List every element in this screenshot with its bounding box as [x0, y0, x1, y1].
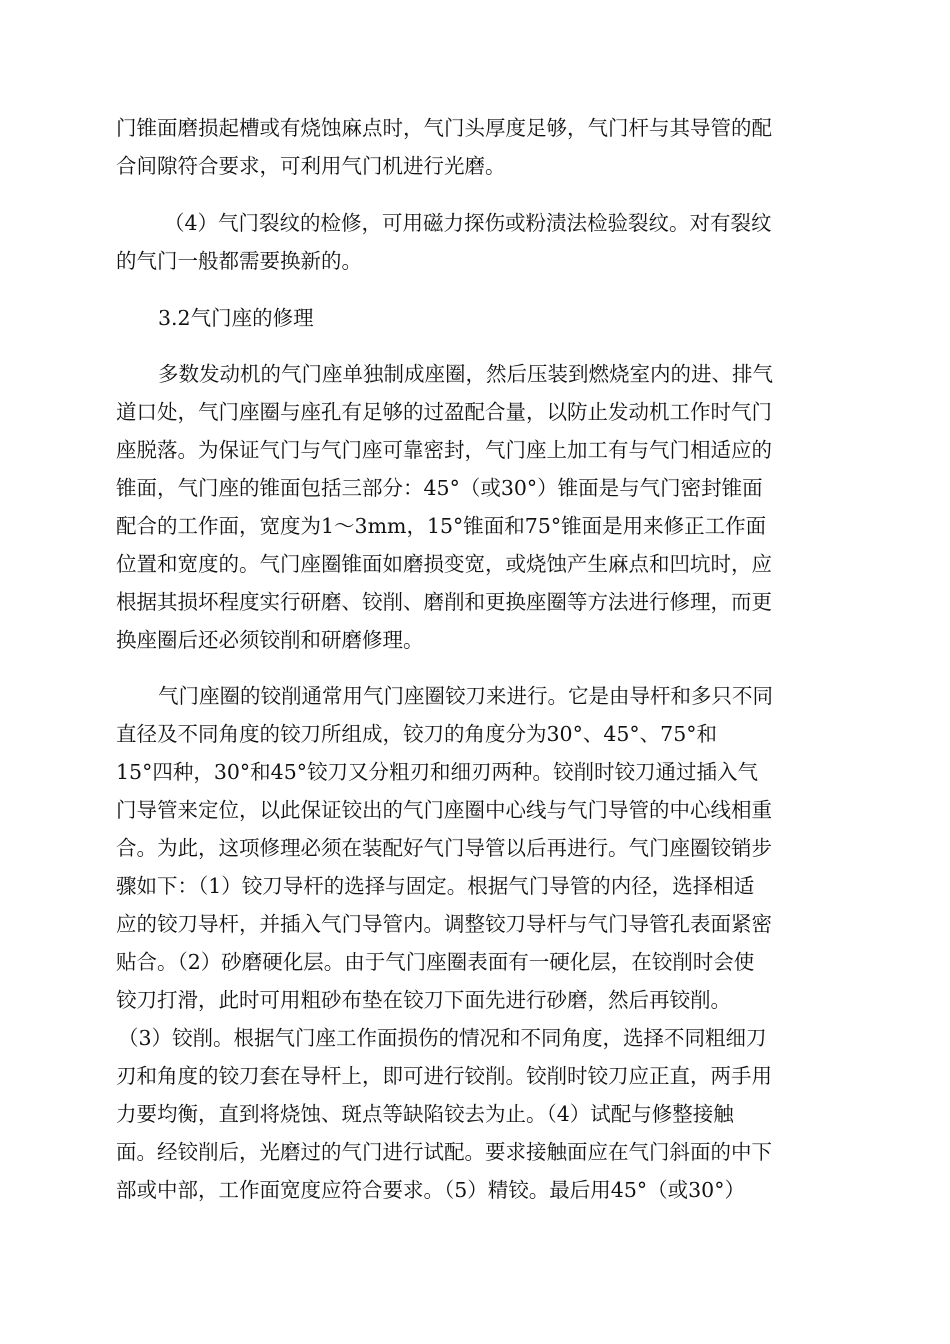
text-line: 气门座圈的铰削通常用气门座圈铰刀来进行。它是由导杆和多只不同	[158, 684, 773, 708]
text-line: 骤如下：（1）铰刀导杆的选择与固定。根据气门导管的内径，选择相适	[116, 874, 755, 898]
text-line: 座脱落。为保证气门与气门座可靠密封，气门座上加工有与气门相适应的	[116, 438, 772, 462]
text-line: 位置和宽度的。气门座圈锥面如磨损变宽，或烧蚀产生麻点和凹坑时，应	[116, 552, 772, 576]
text-line: 多数发动机的气门座单独制成座圈，然后压装到燃烧室内的进、排气	[158, 362, 773, 386]
text-line: 道口处，气门座圈与座孔有足够的过盈配合量，以防止发动机工作时气门	[116, 400, 772, 424]
text-line: 换座圈后还必须铰削和研磨修理。	[116, 628, 424, 652]
text-line: 根据其损坏程度实行研磨、铰削、磨削和更换座圈等方法进行修理，而更	[116, 590, 772, 614]
text-line: 合间隙符合要求，可利用气门机进行光磨。	[116, 154, 506, 178]
text-line: 合。为此，这项修理必须在装配好气门导管以后再进行。气门座圈铰销步	[116, 836, 772, 860]
text-line: 15°四种，30°和45°铰刀又分粗刃和细刃两种。铰削时铰刀通过插入气	[116, 760, 759, 784]
text-line: 部或中部，工作面宽度应符合要求。（5）精铰。最后用45°（或30°）	[116, 1178, 745, 1202]
text-line: 面。经铰削后，光磨过的气门进行试配。要求接触面应在气门斜面的中下	[116, 1140, 772, 1164]
text-line: 刃和角度的铰刀套在导杆上，即可进行铰削。铰削时铰刀应正直，两手用	[116, 1064, 772, 1088]
text-line: 应的铰刀导杆，并插入气门导管内。调整铰刀导杆与气门导管孔表面紧密	[116, 912, 772, 936]
text-line: 门导管来定位，以此保证铰出的气门座圈中心线与气门导管的中心线相重	[116, 798, 772, 822]
text-line: 配合的工作面，宽度为1～3mm，15°锥面和75°锥面是用来修正工作面	[116, 514, 767, 538]
text-line: （3）铰削。根据气门座工作面损伤的情况和不同角度，选择不同粗细刀	[118, 1026, 767, 1050]
text-line: 贴合。（2）砂磨硬化层。由于气门座圈表面有一硬化层，在铰削时会使	[116, 950, 755, 974]
text-line: 锥面，气门座的锥面包括三部分：45°（或30°）锥面是与气门密封锥面	[116, 476, 763, 500]
text-line: 的气门一般都需要换新的。	[116, 249, 362, 273]
text-line: 力要均衡，直到将烧蚀、斑点等缺陷铰去为止。（4）试配与修整接触	[116, 1102, 734, 1126]
text-line: 铰刀打滑，此时可用粗砂布垫在铰刀下面先进行砂磨，然后再铰削。	[116, 988, 731, 1012]
section-heading: 3.2气门座的修理	[158, 306, 314, 330]
text-line: 门锥面磨损起槽或有烧蚀麻点时，气门头厚度足够，气门杆与其导管的配	[116, 116, 772, 140]
text-line: （4）气门裂纹的检修，可用磁力探伤或粉渍法检验裂纹。对有裂纹	[164, 211, 772, 235]
text-line: 直径及不同角度的铰刀所组成，铰刀的角度分为30°、45°、75°和	[116, 722, 718, 746]
